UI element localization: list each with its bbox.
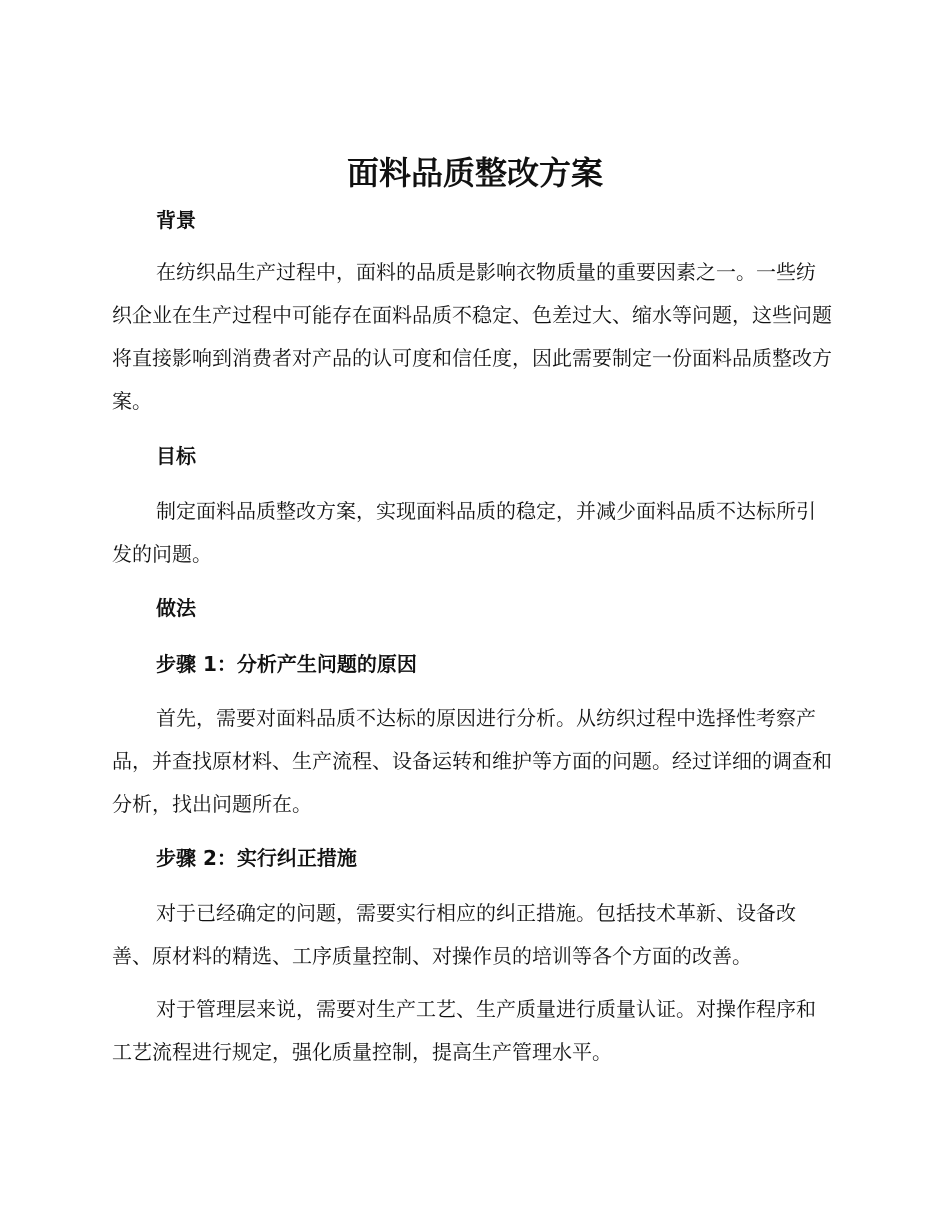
paragraph-step2-corrective: 对于已经确定的问题，需要实行相应的纠正措施。包括技术革新、设备改善、原材料的精选、工序质量控制、对操作员的培训等各个方面的改善。 bbox=[112, 901, 796, 968]
document-title: 面料品质整改方案 bbox=[346, 154, 603, 192]
section-heading-method: 做法 bbox=[156, 596, 196, 620]
paragraph-step2-management: 对于管理层来说，需要对生产工艺、生产质量进行质量认证。对操作程序和工艺流程进行规定，强化质量控制，提高生产管理水平。 bbox=[112, 997, 816, 1064]
paragraph-step1: 首先，需要对面料品质不达标的原因进行分析。从纺织过程中选择性考察产品，并查找原材料、生产流程、设备运转和维护等方面的问题。经过详细的调查和分析，找出问题所在。 bbox=[112, 706, 832, 816]
paragraph-background: 在纺织品生产过程中，面料的品质是影响衣物质量的重要因素之一。一些纺织企业在生产过程中可能存在面料品质不稳定、色差过大、缩水等问题，这些问题将直接影响到消费者对产品的认可度和信任度，因此需要制定一份面料品质整改方案。 bbox=[112, 260, 832, 413]
paragraph-goal: 制定面料品质整改方案，实现面料品质的稳定，并减少面料品质不达标所引发的问题。 bbox=[112, 499, 816, 566]
section-heading-background: 背景 bbox=[156, 208, 196, 232]
section-heading-goal: 目标 bbox=[156, 444, 196, 468]
step1-heading: 步骤 1：分析产生问题的原因 bbox=[156, 652, 417, 676]
step2-heading: 步骤 2：实行纠正措施 bbox=[156, 846, 357, 870]
